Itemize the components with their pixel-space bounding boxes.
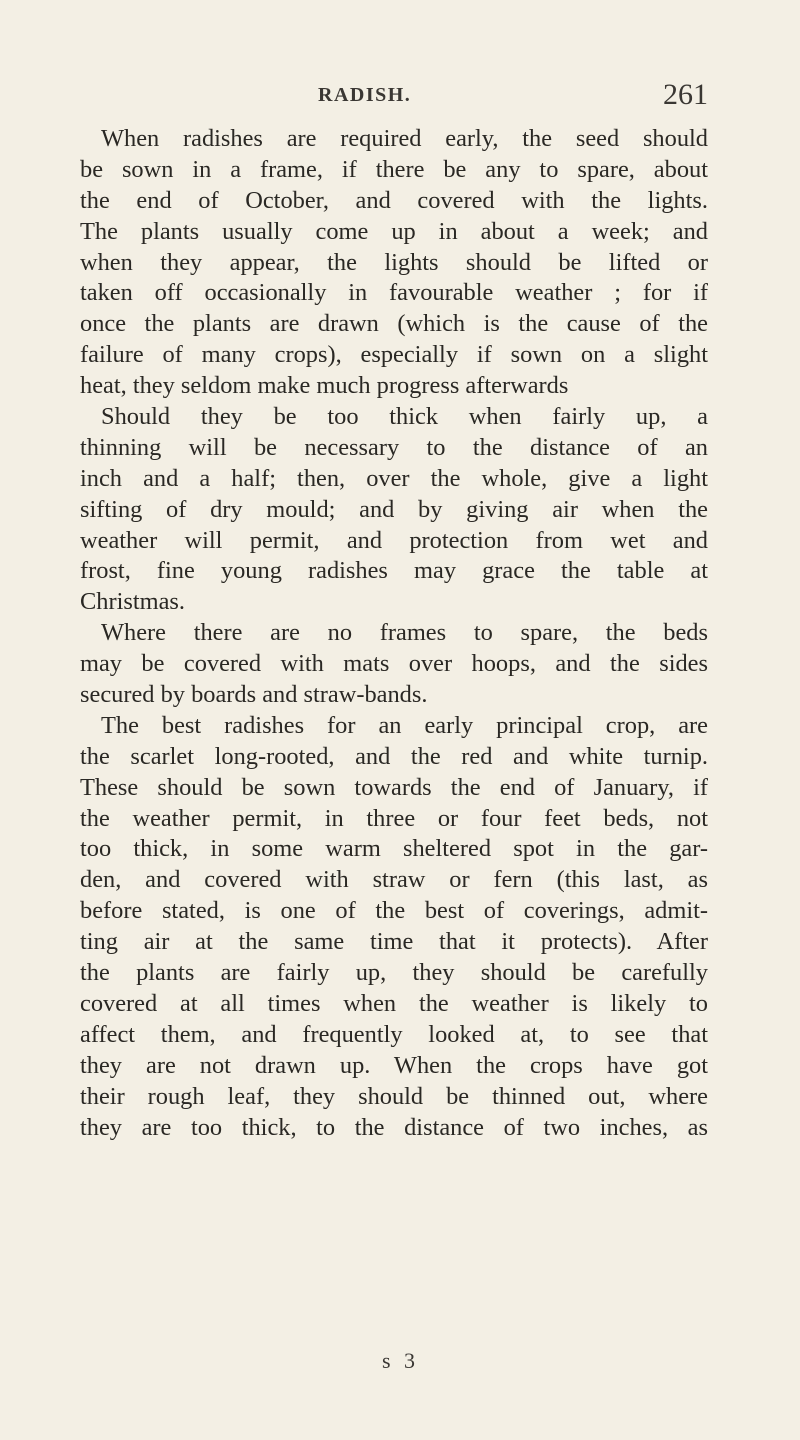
text-line: the weather permit, in three or four feet beds, not — [80, 804, 708, 832]
text-line: the plants are fairly up, they should be carefully — [80, 959, 708, 987]
page-number: 261 — [663, 78, 708, 111]
text-line: taken off occasionally in favourable weather ; for if — [80, 279, 708, 307]
text-line: their rough leaf, they should be thinned out, where — [80, 1082, 708, 1110]
running-title: RADISH. — [318, 84, 412, 106]
text-line: they are not drawn up. When the crops have got — [80, 1051, 708, 1079]
text-line: den, and covered with straw or fern (this last, as — [80, 866, 708, 894]
text-line: be sown in a frame, if there be any to spare, about — [80, 155, 708, 183]
text-line: when they appear, the lights should be lifted or — [80, 248, 708, 276]
text-line: The plants usually come up in about a week; and — [80, 217, 708, 245]
text-line: Christmas. — [80, 588, 186, 616]
text-line: once the plants are drawn (which is the cause of the — [80, 310, 708, 338]
text-line: secured by boards and straw-bands. — [80, 681, 428, 709]
text-line: they are too thick, to the distance of two inches, as — [80, 1113, 708, 1141]
text-line: failure of many crops), especially if sown on a slight — [80, 341, 708, 369]
text-line: weather will permit, and protection from wet and — [80, 526, 708, 554]
text-line: covered at all times when the weather is likely to — [80, 989, 708, 1017]
text-line: ting air at the same time that it protects). After — [80, 928, 708, 956]
body-text — [80, 124, 708, 1143]
text-line: sifting of dry mould; and by giving air when the — [80, 495, 708, 523]
text-line: too thick, in some warm sheltered spot in the gar- — [80, 835, 708, 863]
text-line: Should they be too thick when fairly up, a — [101, 403, 708, 431]
text-line: The best radishes for an early principal crop, are — [101, 711, 708, 739]
text-line: When radishes are required early, the seed should — [101, 125, 708, 152]
text-line: Where there are no frames to spare, the beds — [101, 619, 708, 647]
text-line: the scarlet long-rooted, and the red and white turnip. — [80, 742, 708, 770]
text-line: inch and a half; then, over the whole, give a light — [80, 464, 708, 492]
signature-mark: s 3 — [382, 1348, 420, 1373]
text-line: affect them, and frequently looked at, to see that — [80, 1020, 708, 1048]
running-head — [80, 78, 708, 112]
text-line: the end of October, and covered with the lights. — [80, 186, 708, 214]
text-line: may be covered with mats over hoops, and the sides — [80, 650, 708, 678]
text-line: frost, fine young radishes may grace the table at — [80, 557, 708, 585]
text-line: thinning will be necessary to the distance of an — [80, 433, 708, 461]
text-line: before stated, is one of the best of coverings, admit- — [80, 897, 708, 925]
text-line: These should be sown towards the end of January, if — [80, 773, 708, 801]
text-line: heat, they seldom make much progress afterwards — [80, 372, 569, 400]
